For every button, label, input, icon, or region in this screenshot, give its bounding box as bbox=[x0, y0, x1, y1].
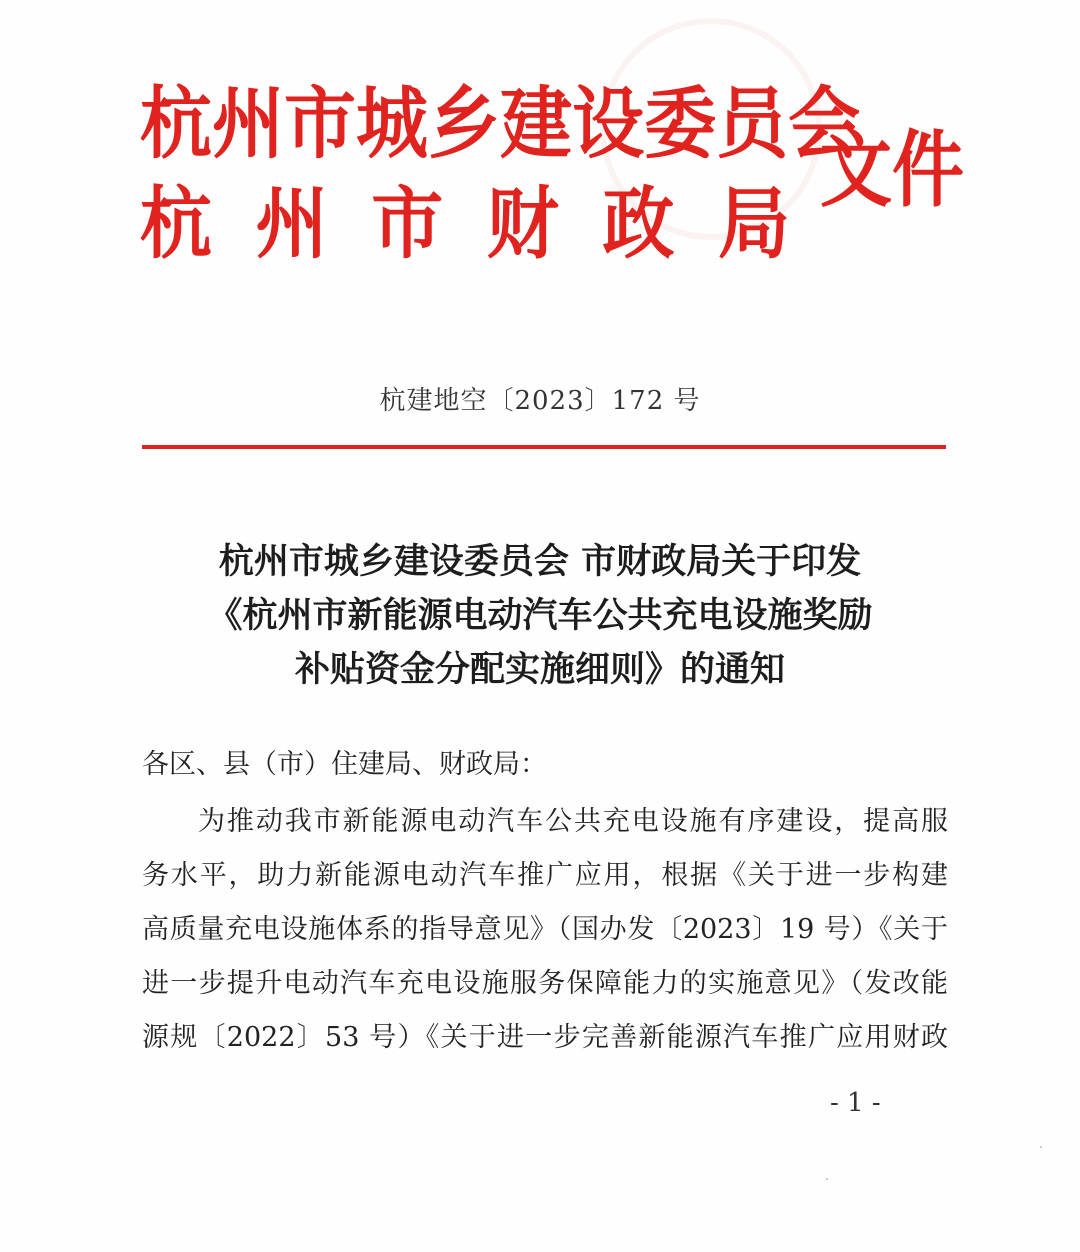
salutation: 各区、县（市）住建局、财政局： bbox=[142, 749, 547, 780]
agency-1-char: 建 bbox=[500, 77, 573, 169]
body-line: 进一步提升电动汽车充电设施服务保障能力的实施意见》（发改能 bbox=[142, 968, 948, 999]
agency-1-char: 杭 bbox=[140, 77, 213, 169]
title-line: 杭州市城乡建设委员会 市财政局关于印发 bbox=[218, 542, 862, 582]
agency-1-char: 员 bbox=[716, 77, 789, 169]
agency-1-char: 委 bbox=[644, 77, 717, 169]
body-line: 为推动我市新能源电动汽车公共充电设施有序建设，提高服 bbox=[198, 806, 948, 837]
agency-1-char: 市 bbox=[284, 77, 357, 169]
issuing-agency-1 bbox=[140, 76, 861, 171]
body-paragraph bbox=[142, 795, 948, 1065]
red-divider bbox=[142, 445, 946, 449]
document-title bbox=[140, 535, 940, 697]
agency-2-char: 局 bbox=[717, 177, 790, 269]
scan-speck bbox=[1040, 1146, 1042, 1148]
agency-2-char: 市 bbox=[371, 177, 444, 269]
scan-speck bbox=[826, 1178, 828, 1180]
agency-2-char: 政 bbox=[602, 177, 675, 269]
issuing-agency-2 bbox=[140, 176, 790, 271]
agency-1-char: 城 bbox=[356, 77, 429, 169]
agency-1-char: 州 bbox=[212, 77, 285, 169]
agency-1-char: 设 bbox=[572, 77, 645, 169]
agency-2-char: 杭 bbox=[140, 177, 213, 269]
document-label: 文件 bbox=[820, 120, 965, 219]
agency-1-char: 会 bbox=[788, 77, 861, 169]
title-line: 补贴资金分配实施细则》的通知 bbox=[294, 650, 785, 690]
document-number: 杭建地空〔2023〕172 号 bbox=[379, 386, 701, 416]
body-line: 务水平，助力新能源电动汽车推广应用，根据《关于进一步构建 bbox=[142, 860, 948, 891]
title-line: 《杭州市新能源电动汽车公共充电设施奖励 bbox=[207, 596, 873, 636]
agency-2-char: 财 bbox=[486, 177, 559, 269]
body-line: 源规〔2022〕53 号）《关于进一步完善新能源汽车推广应用财政 bbox=[142, 1022, 948, 1053]
agency-1-char: 乡 bbox=[428, 77, 501, 169]
body-line: 高质量充电设施体系的指导意见》（国办发〔2023〕19 号）《关于 bbox=[142, 914, 948, 945]
agency-2-char: 州 bbox=[255, 177, 328, 269]
page-number: - 1 - bbox=[830, 1088, 881, 1118]
